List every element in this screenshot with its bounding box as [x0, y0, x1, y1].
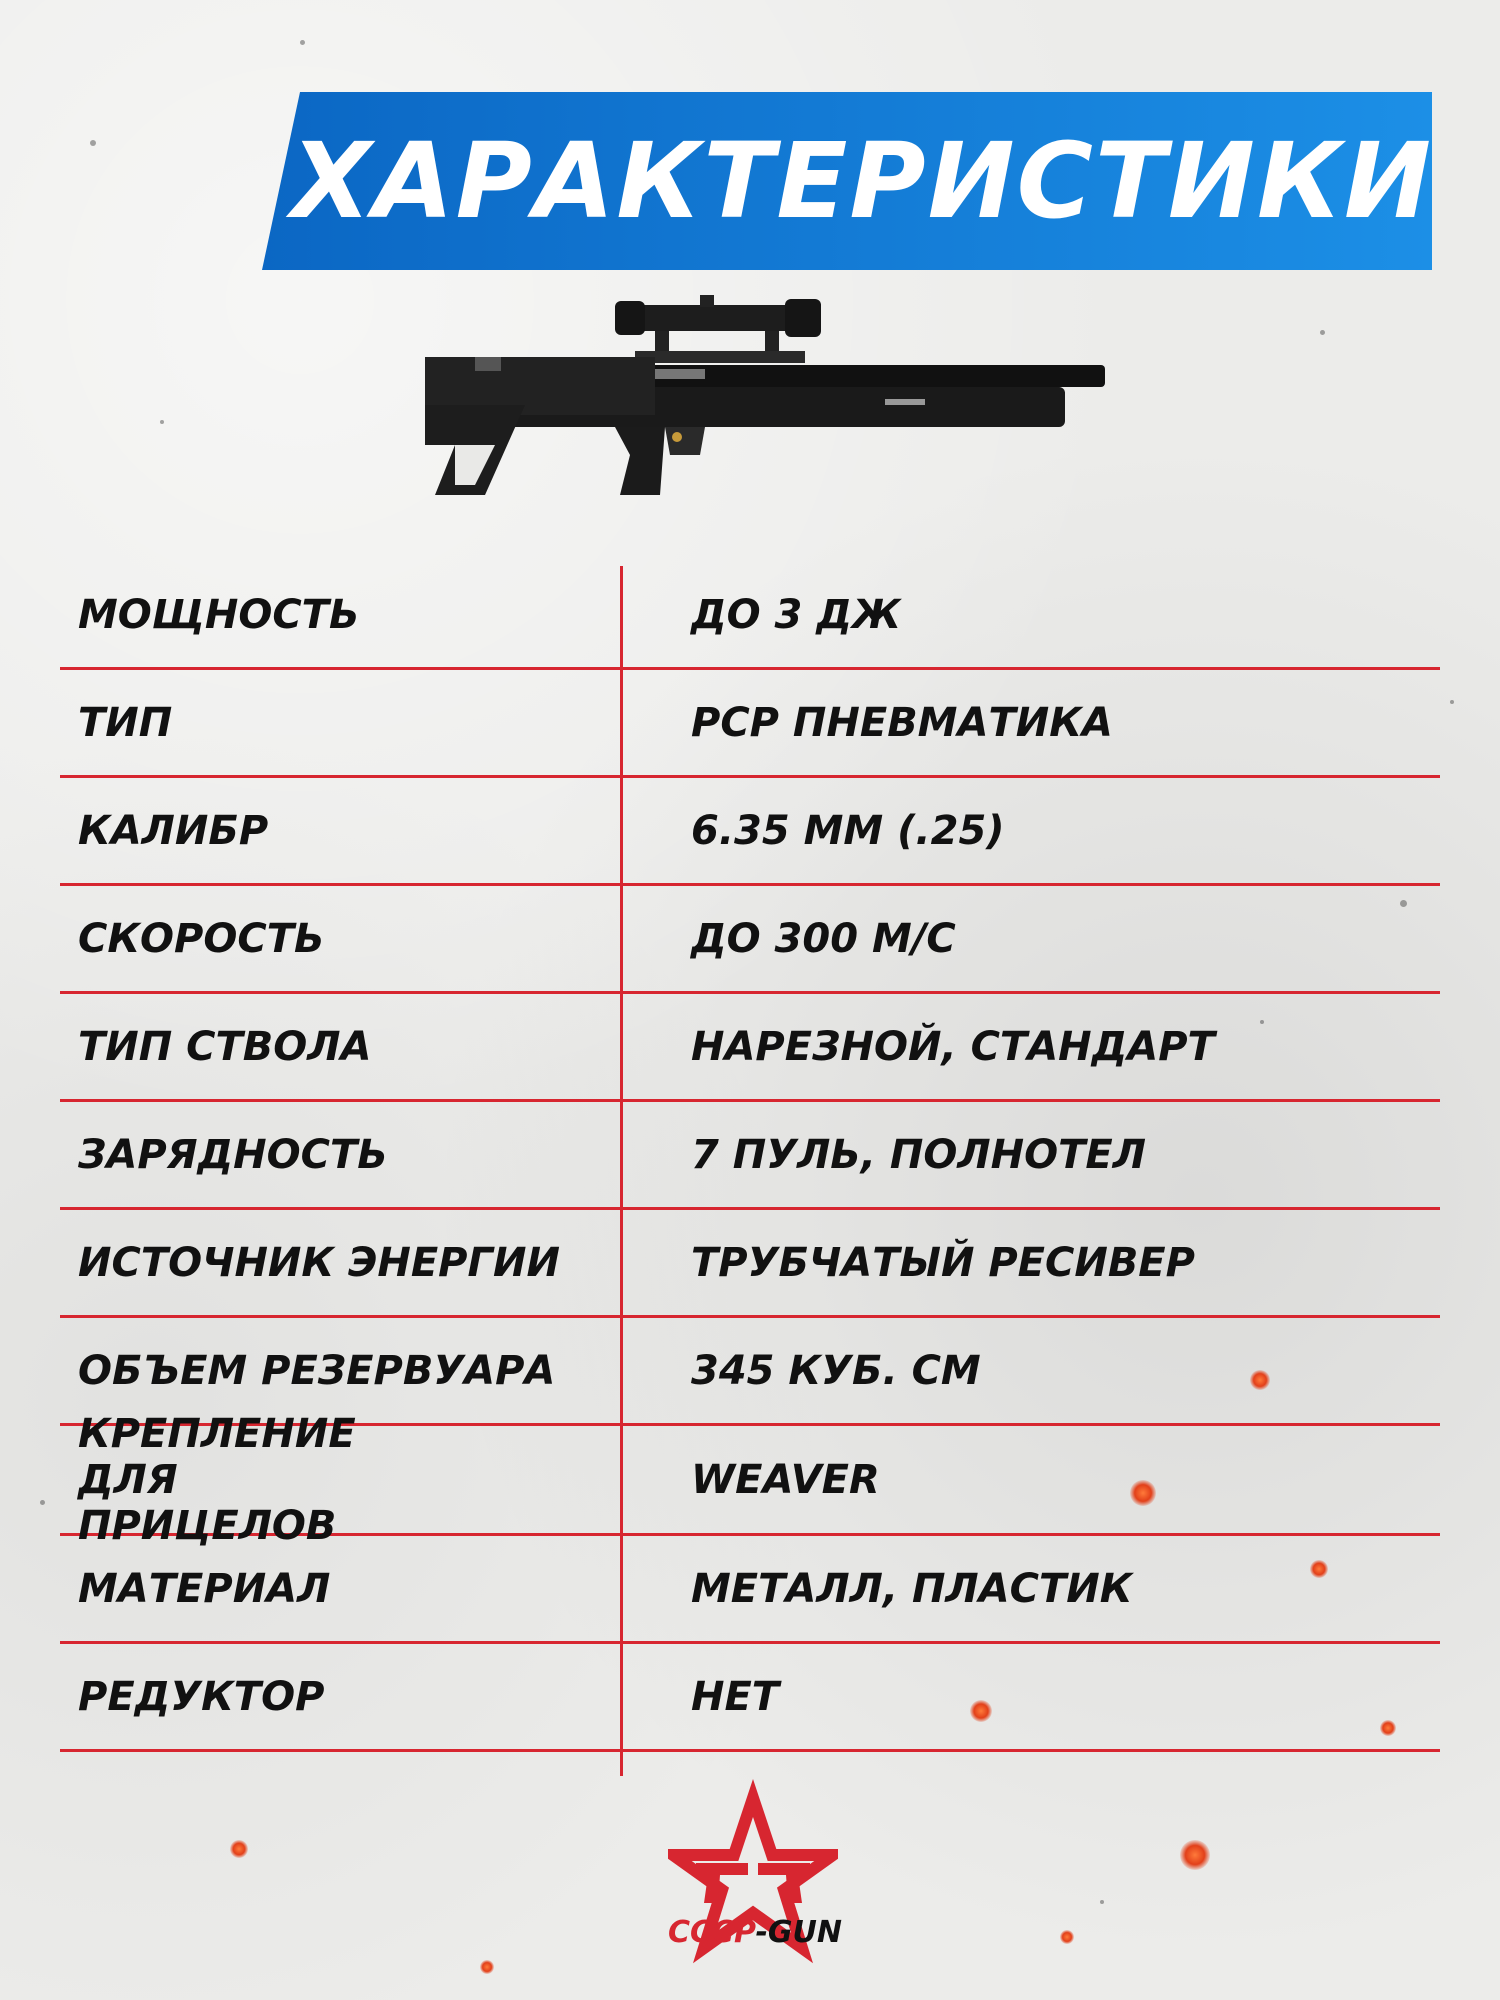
table-row: [60, 1410, 1440, 1549]
spec-value: 345 КУБ. СМ: [691, 1347, 981, 1394]
spec-label: ТИП СТВОЛА: [78, 1023, 372, 1070]
spec-value: НЕТ: [691, 1673, 780, 1720]
spec-label: ОБЪЕМ РЕЗЕРВУАРА: [78, 1347, 556, 1394]
brand-part2: -GUN: [755, 1915, 843, 1950]
spec-table: [60, 562, 1440, 1752]
table-row: [60, 886, 1440, 994]
spec-value: 7 ПУЛЬ, ПОЛНОТЕЛ: [691, 1131, 1146, 1178]
star-with-pistols-logo-icon: [668, 1758, 838, 1988]
spec-label: КАЛИБР: [78, 807, 269, 854]
spec-value: МЕТАЛЛ, ПЛАСТИК: [691, 1565, 1133, 1612]
spec-label: СКОРОСТЬ: [78, 915, 325, 962]
spec-value: 6.35 ММ (.25): [691, 807, 1005, 854]
air-rifle-icon: [415, 295, 1135, 535]
table-row: [60, 1210, 1440, 1318]
spec-value: WEAVER: [691, 1456, 880, 1503]
spec-label: КРЕПЛЕНИЕ ДЛЯ ПРИЦЕЛОВ: [78, 1410, 356, 1549]
spec-label: ИСТОЧНИК ЭНЕРГИИ: [78, 1239, 560, 1286]
spec-value: ДО 300 М/С: [691, 915, 956, 962]
spec-value: PCP ПНЕВМАТИКА: [691, 699, 1113, 746]
spec-value: НАРЕЗНОЙ, СТАНДАРТ: [691, 1023, 1215, 1070]
spec-label: МОЩНОСТЬ: [78, 591, 360, 638]
spec-label: ЗАРЯДНОСТЬ: [78, 1131, 388, 1178]
table-row: [60, 994, 1440, 1102]
table-row: [60, 1644, 1440, 1752]
table-row: [60, 1102, 1440, 1210]
table-row: [60, 778, 1440, 886]
spec-label: ТИП: [78, 699, 173, 746]
spec-value: ТРУБЧАТЫЙ РЕСИВЕР: [691, 1239, 1195, 1286]
spec-label: МАТЕРИАЛ: [78, 1565, 331, 1612]
spec-label: РЕДУКТОР: [78, 1673, 325, 1720]
spec-value: ДО 3 ДЖ: [691, 591, 901, 638]
table-row: [60, 670, 1440, 778]
brand-logo-text: [660, 1915, 850, 1950]
page-title: ХАРАКТЕРИСТИКИ: [291, 120, 1433, 242]
table-row: [60, 1536, 1440, 1644]
brand-part1: CCCP: [667, 1915, 756, 1950]
table-row: [60, 562, 1440, 670]
